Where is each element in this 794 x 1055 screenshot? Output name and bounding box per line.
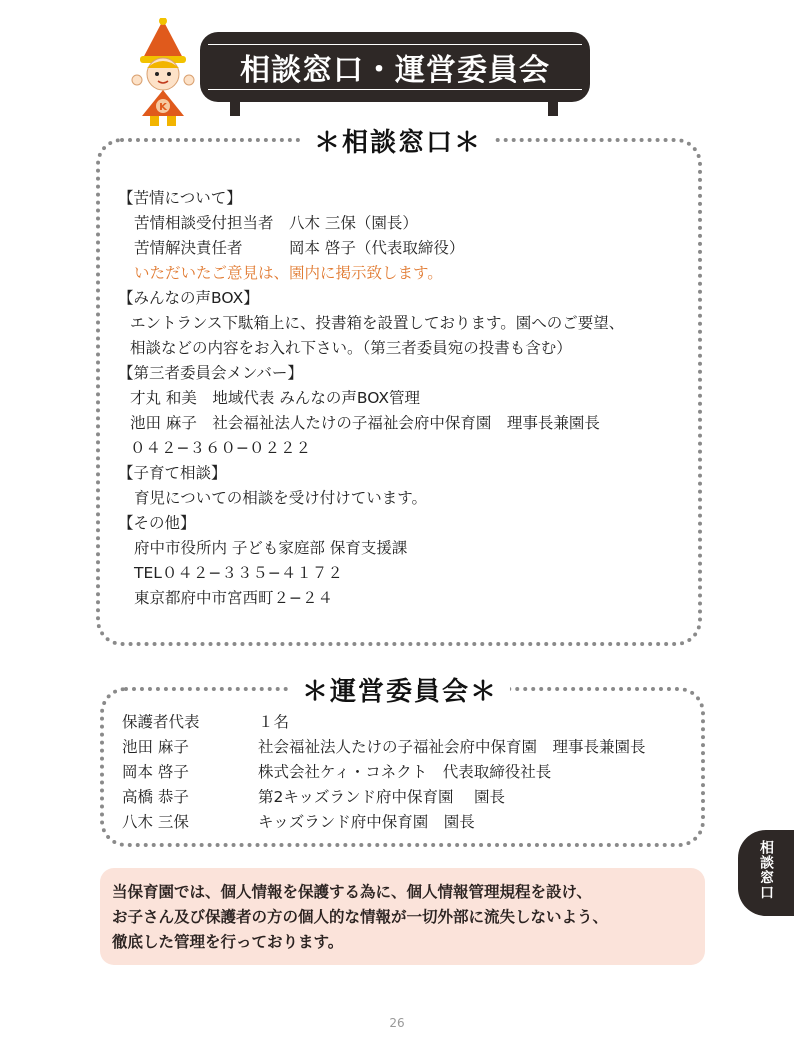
committee-row <box>122 785 646 810</box>
other-office: 府中市役所内 子ども家庭部 保育支援課 <box>134 539 408 557</box>
third-party-member-2: 池田 麻子 社会福祉法人たけの子福祉会府中保育園 理事長兼園長 <box>130 414 600 432</box>
committee-detail: キッズランド府中保育園 園長 <box>258 813 475 831</box>
complaints-receiver: 苦情相談受付担当者 八木 三保（園長） <box>134 214 418 232</box>
other-address: 東京都府中市宮西町２−２４ <box>134 589 333 607</box>
voice-box-heading: 【みんなの声BOX】 <box>118 289 259 307</box>
third-party-member-1: 才丸 和美 地域代表 みんなの声BOX管理 <box>130 389 421 407</box>
other-heading: 【その他】 <box>118 514 196 532</box>
committee-heading: ＊運営委員会＊ <box>290 671 510 708</box>
committee-name: 岡本 啓子 <box>122 763 189 781</box>
committee-list <box>122 710 646 835</box>
complaints-heading: 【苦情について】 <box>118 189 242 207</box>
title-signboard <box>200 32 590 102</box>
committee-row <box>122 810 646 835</box>
third-party-phone: ０４２−３６０−０２２２ <box>130 439 311 457</box>
committee-detail: １名 <box>258 713 290 731</box>
section-side-tab <box>738 830 794 916</box>
committee-row <box>122 710 646 735</box>
page-number: 26 <box>389 1016 405 1030</box>
committee-row <box>122 760 646 785</box>
mascot-badge: K <box>159 102 167 113</box>
parenting-heading: 【子育て相談】 <box>118 464 227 482</box>
complaints-resolver: 苦情解決責任者 岡本 啓子（代表取締役） <box>134 239 465 257</box>
other-phone: TEL０４２−３３５−４１７２ <box>134 564 343 582</box>
third-party-heading: 【第三者委員会メンバー】 <box>118 364 303 382</box>
consultation-content <box>118 186 624 611</box>
privacy-notice <box>100 868 705 965</box>
signboard-post-left <box>230 96 240 116</box>
committee-name: 高橋 恭子 <box>122 788 189 806</box>
mascot-illustration <box>128 18 198 128</box>
committee-detail: 株式会社ケィ・コネクト 代表取締役社長 <box>258 763 552 781</box>
signboard-post-right <box>548 96 558 116</box>
committee-row <box>122 735 646 760</box>
voice-box-text-1: エントランス下駄箱上に、投書箱を設置しております。園へのご要望、 <box>130 314 625 332</box>
parenting-text: 育児についての相談を受け付けています。 <box>134 489 427 507</box>
complaints-note: いただいたご意見は、園内に掲示致します。 <box>134 264 443 282</box>
committee-detail: 第2キッズランド府中保育園 園長 <box>258 788 505 806</box>
page-title: 相談窓口・運営委員会 <box>240 53 550 88</box>
consultation-heading: ＊相談窓口＊ <box>302 122 494 159</box>
committee-detail: 社会福祉法人たけの子福祉会府中保育園 理事長兼園長 <box>258 738 646 756</box>
mascot-hat <box>142 20 184 60</box>
committee-name: 池田 麻子 <box>122 738 189 756</box>
privacy-notice-line-3: 徹底した管理を行っております。 <box>112 933 344 951</box>
privacy-notice-line-2: お子さん及び保護者の方の個人的な情報が一切外部に流失しないよう、 <box>112 908 609 926</box>
privacy-notice-line-1: 当保育園では、個人情報を保護する為に、個人情報管理規程を設け、 <box>112 883 592 901</box>
voice-box-text-2: 相談などの内容をお入れ下さい。（第三者委員宛の投書も含む） <box>130 339 572 357</box>
committee-name: 八木 三保 <box>122 813 189 831</box>
committee-name: 保護者代表 <box>122 713 200 731</box>
side-tab-label: 相談窓口 <box>758 840 774 900</box>
